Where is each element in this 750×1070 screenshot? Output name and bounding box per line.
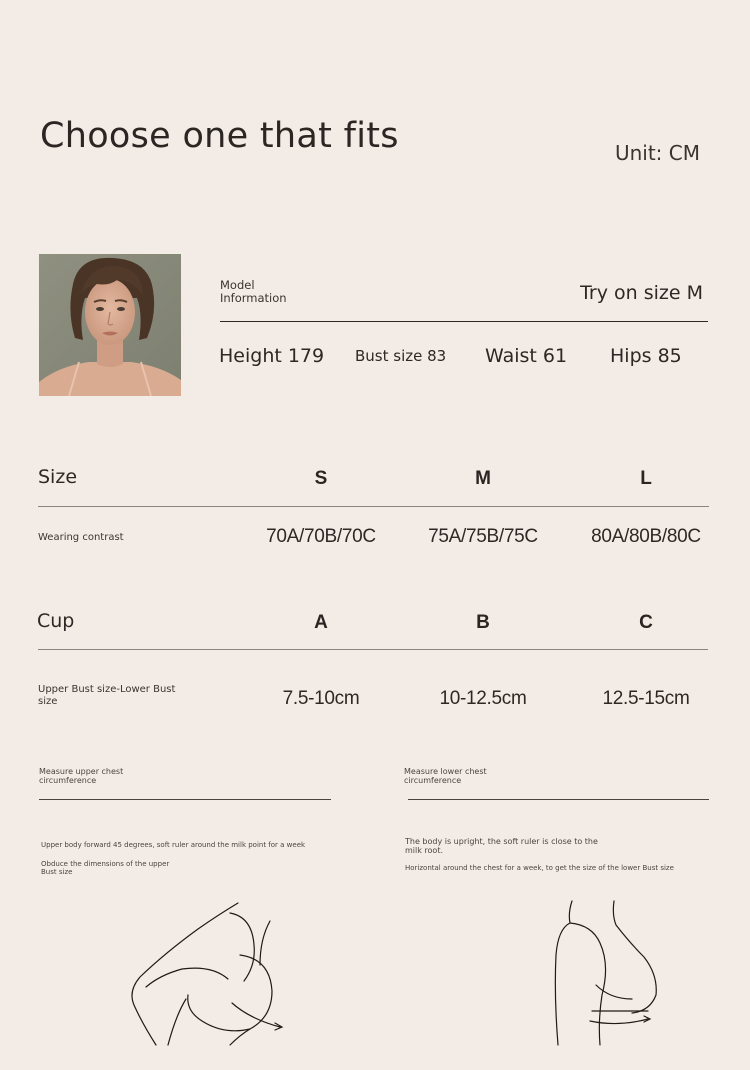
measure-upper-note-2: Obduce the dimensions of the upper Bust size — [41, 860, 170, 876]
cup-c-value: 12.5-15cm — [602, 688, 690, 709]
model-bust: Bust size 83 — [355, 347, 447, 365]
size-l-value: 80A/80B/80C — [591, 526, 701, 547]
size-row-header: Size — [38, 466, 78, 488]
size-m-value: 75A/75B/75C — [428, 526, 538, 547]
cup-row-header: Cup — [37, 610, 75, 632]
size-col-l: L — [640, 468, 652, 489]
cup-col-a: A — [314, 612, 328, 633]
cup-col-b: B — [476, 612, 490, 633]
measure-lower-title: Measure lower chest circumference — [404, 767, 487, 785]
lower-bust-illustration — [540, 895, 670, 1050]
model-height: Height 179 — [219, 345, 325, 367]
measure-lower-note-1: The body is upright, the soft ruler is close to the milk root. — [405, 837, 598, 855]
model-portrait-image — [39, 254, 181, 396]
model-photo — [39, 254, 181, 396]
model-divider — [220, 321, 708, 322]
cup-table-divider — [38, 649, 708, 650]
measure-upper-divider — [39, 799, 331, 800]
model-waist: Waist 61 — [485, 345, 568, 367]
bust-difference-label: Upper Bust size-Lower Bust size — [38, 684, 176, 707]
cup-a-value: 7.5-10cm — [282, 688, 360, 709]
measure-upper-title: Measure upper chest circumference — [39, 767, 124, 785]
model-hips: Hips 85 — [610, 345, 682, 367]
page-title: Choose one that fits — [40, 116, 399, 156]
cup-b-value: 10-12.5cm — [439, 688, 527, 709]
cup-col-c: C — [639, 612, 653, 633]
size-col-m: M — [475, 468, 491, 489]
measure-lower-divider — [408, 799, 709, 800]
unit-label: Unit: CM — [614, 141, 700, 165]
size-table-divider — [38, 506, 709, 507]
size-col-s: S — [314, 468, 328, 489]
model-information-label: Model Information — [220, 278, 287, 305]
measure-lower-note-2: Horizontal around the chest for a week, to get the size of the lower Bust size — [405, 864, 674, 872]
wearing-contrast-label: Wearing contrast — [38, 532, 124, 543]
upper-bust-illustration — [120, 895, 300, 1050]
size-s-value: 70A/70B/70C — [266, 526, 376, 547]
measure-upper-note-1: Upper body forward 45 degrees, soft ruler around the milk point for a week — [41, 841, 306, 849]
try-on-size: Try on size M — [580, 282, 703, 304]
